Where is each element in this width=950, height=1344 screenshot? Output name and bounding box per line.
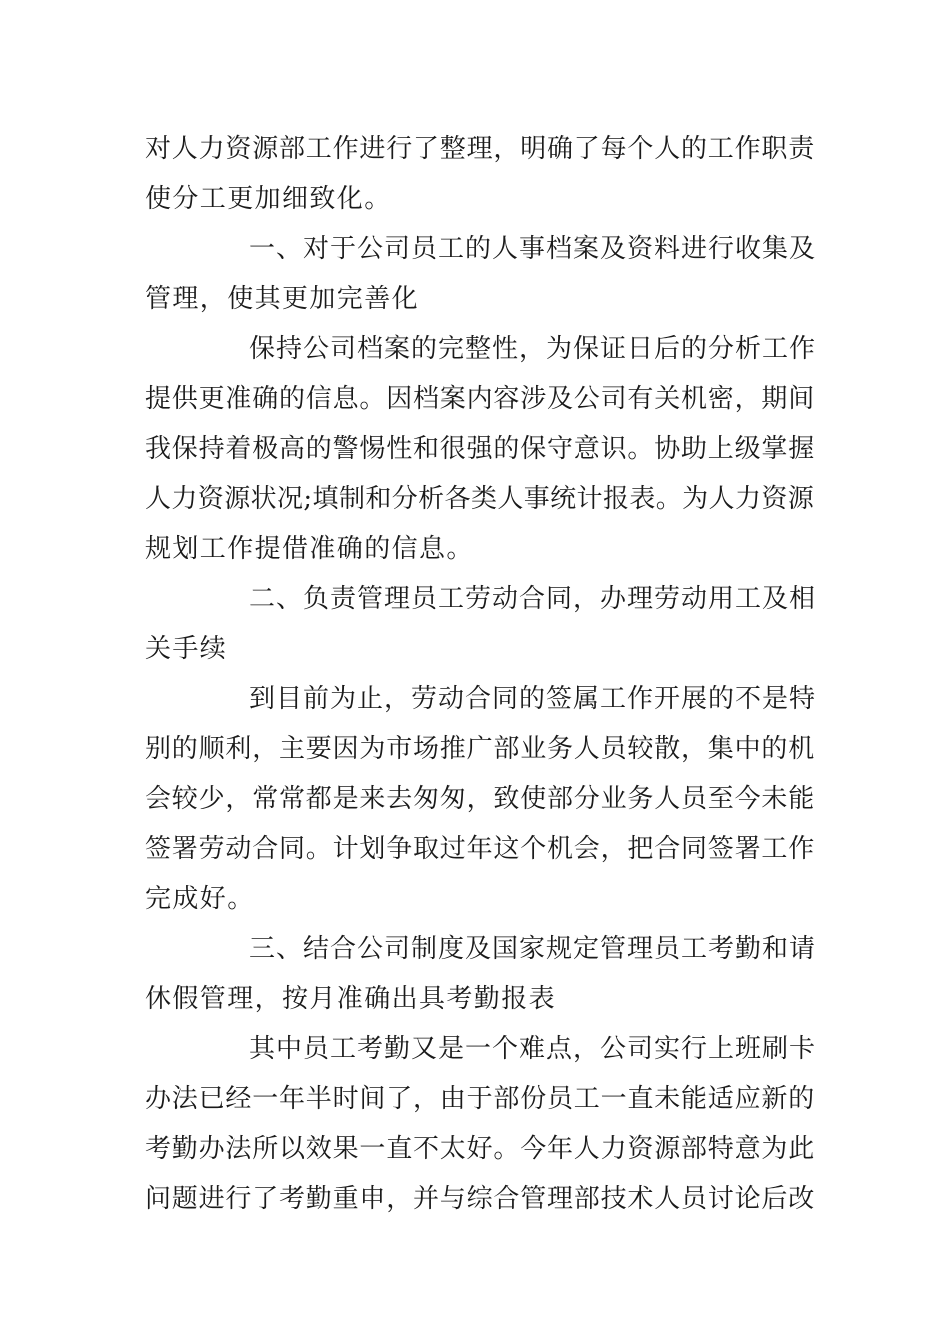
text-line: 对人力资源部工作进行了整理，明确了每个人的工作职责 — [145, 134, 816, 164]
text-line: 使分工更加细致化。 — [145, 184, 392, 214]
section-heading-line: 休假管理，按月准确出具考勤报表 — [145, 984, 557, 1014]
section-heading-line: 管理，使其更加完善化 — [145, 284, 420, 314]
section-heading-line: 关手续 — [145, 634, 228, 664]
paragraph-line: 其中员工考勤又是一个难点，公司实行上班刷卡 — [249, 1034, 817, 1064]
section-heading-line: 二、负责管理员工劳动合同，办理劳动用工及相 — [249, 584, 817, 614]
paragraph-line: 会较少，常常都是来去匆匆，致使部分业务人员至今未能 — [145, 784, 816, 814]
paragraph-line: 到目前为止，劳动合同的签属工作开展的不是特 — [249, 684, 817, 714]
paragraph-line: 人力资源状况;填制和分析各类人事统计报表。为人力资源 — [145, 484, 815, 514]
paragraph-line: 提供更准确的信息。因档案内容涉及公司有关机密，期间 — [145, 384, 816, 414]
paragraph-line: 办法已经一年半时间了，由于部份员工一直未能适应新的 — [145, 1084, 816, 1114]
paragraph-line: 别的顺利，主要因为市场推广部业务人员较散，集中的机 — [145, 734, 816, 764]
paragraph-line: 规划工作提借准确的信息。 — [145, 534, 474, 564]
section-heading-line: 一、对于公司员工的人事档案及资料进行收集及 — [249, 234, 817, 264]
paragraph-line: 签署劳动合同。计划争取过年这个机会，把合同签署工作 — [145, 834, 816, 864]
paragraph-line: 问题进行了考勤重申，并与综合管理部技术人员讨论后改 — [145, 1184, 816, 1214]
paragraph-line: 考勤办法所以效果一直不太好。今年人力资源部特意为此 — [145, 1134, 816, 1164]
paragraph-line: 保持公司档案的完整性，为保证日后的分析工作 — [249, 334, 817, 364]
section-heading-line: 三、结合公司制度及国家规定管理员工考勤和请 — [249, 934, 817, 964]
paragraph-line: 完成好。 — [145, 884, 255, 914]
paragraph-line: 我保持着极高的警惕性和很强的保守意识。协助上级掌握 — [145, 434, 816, 464]
